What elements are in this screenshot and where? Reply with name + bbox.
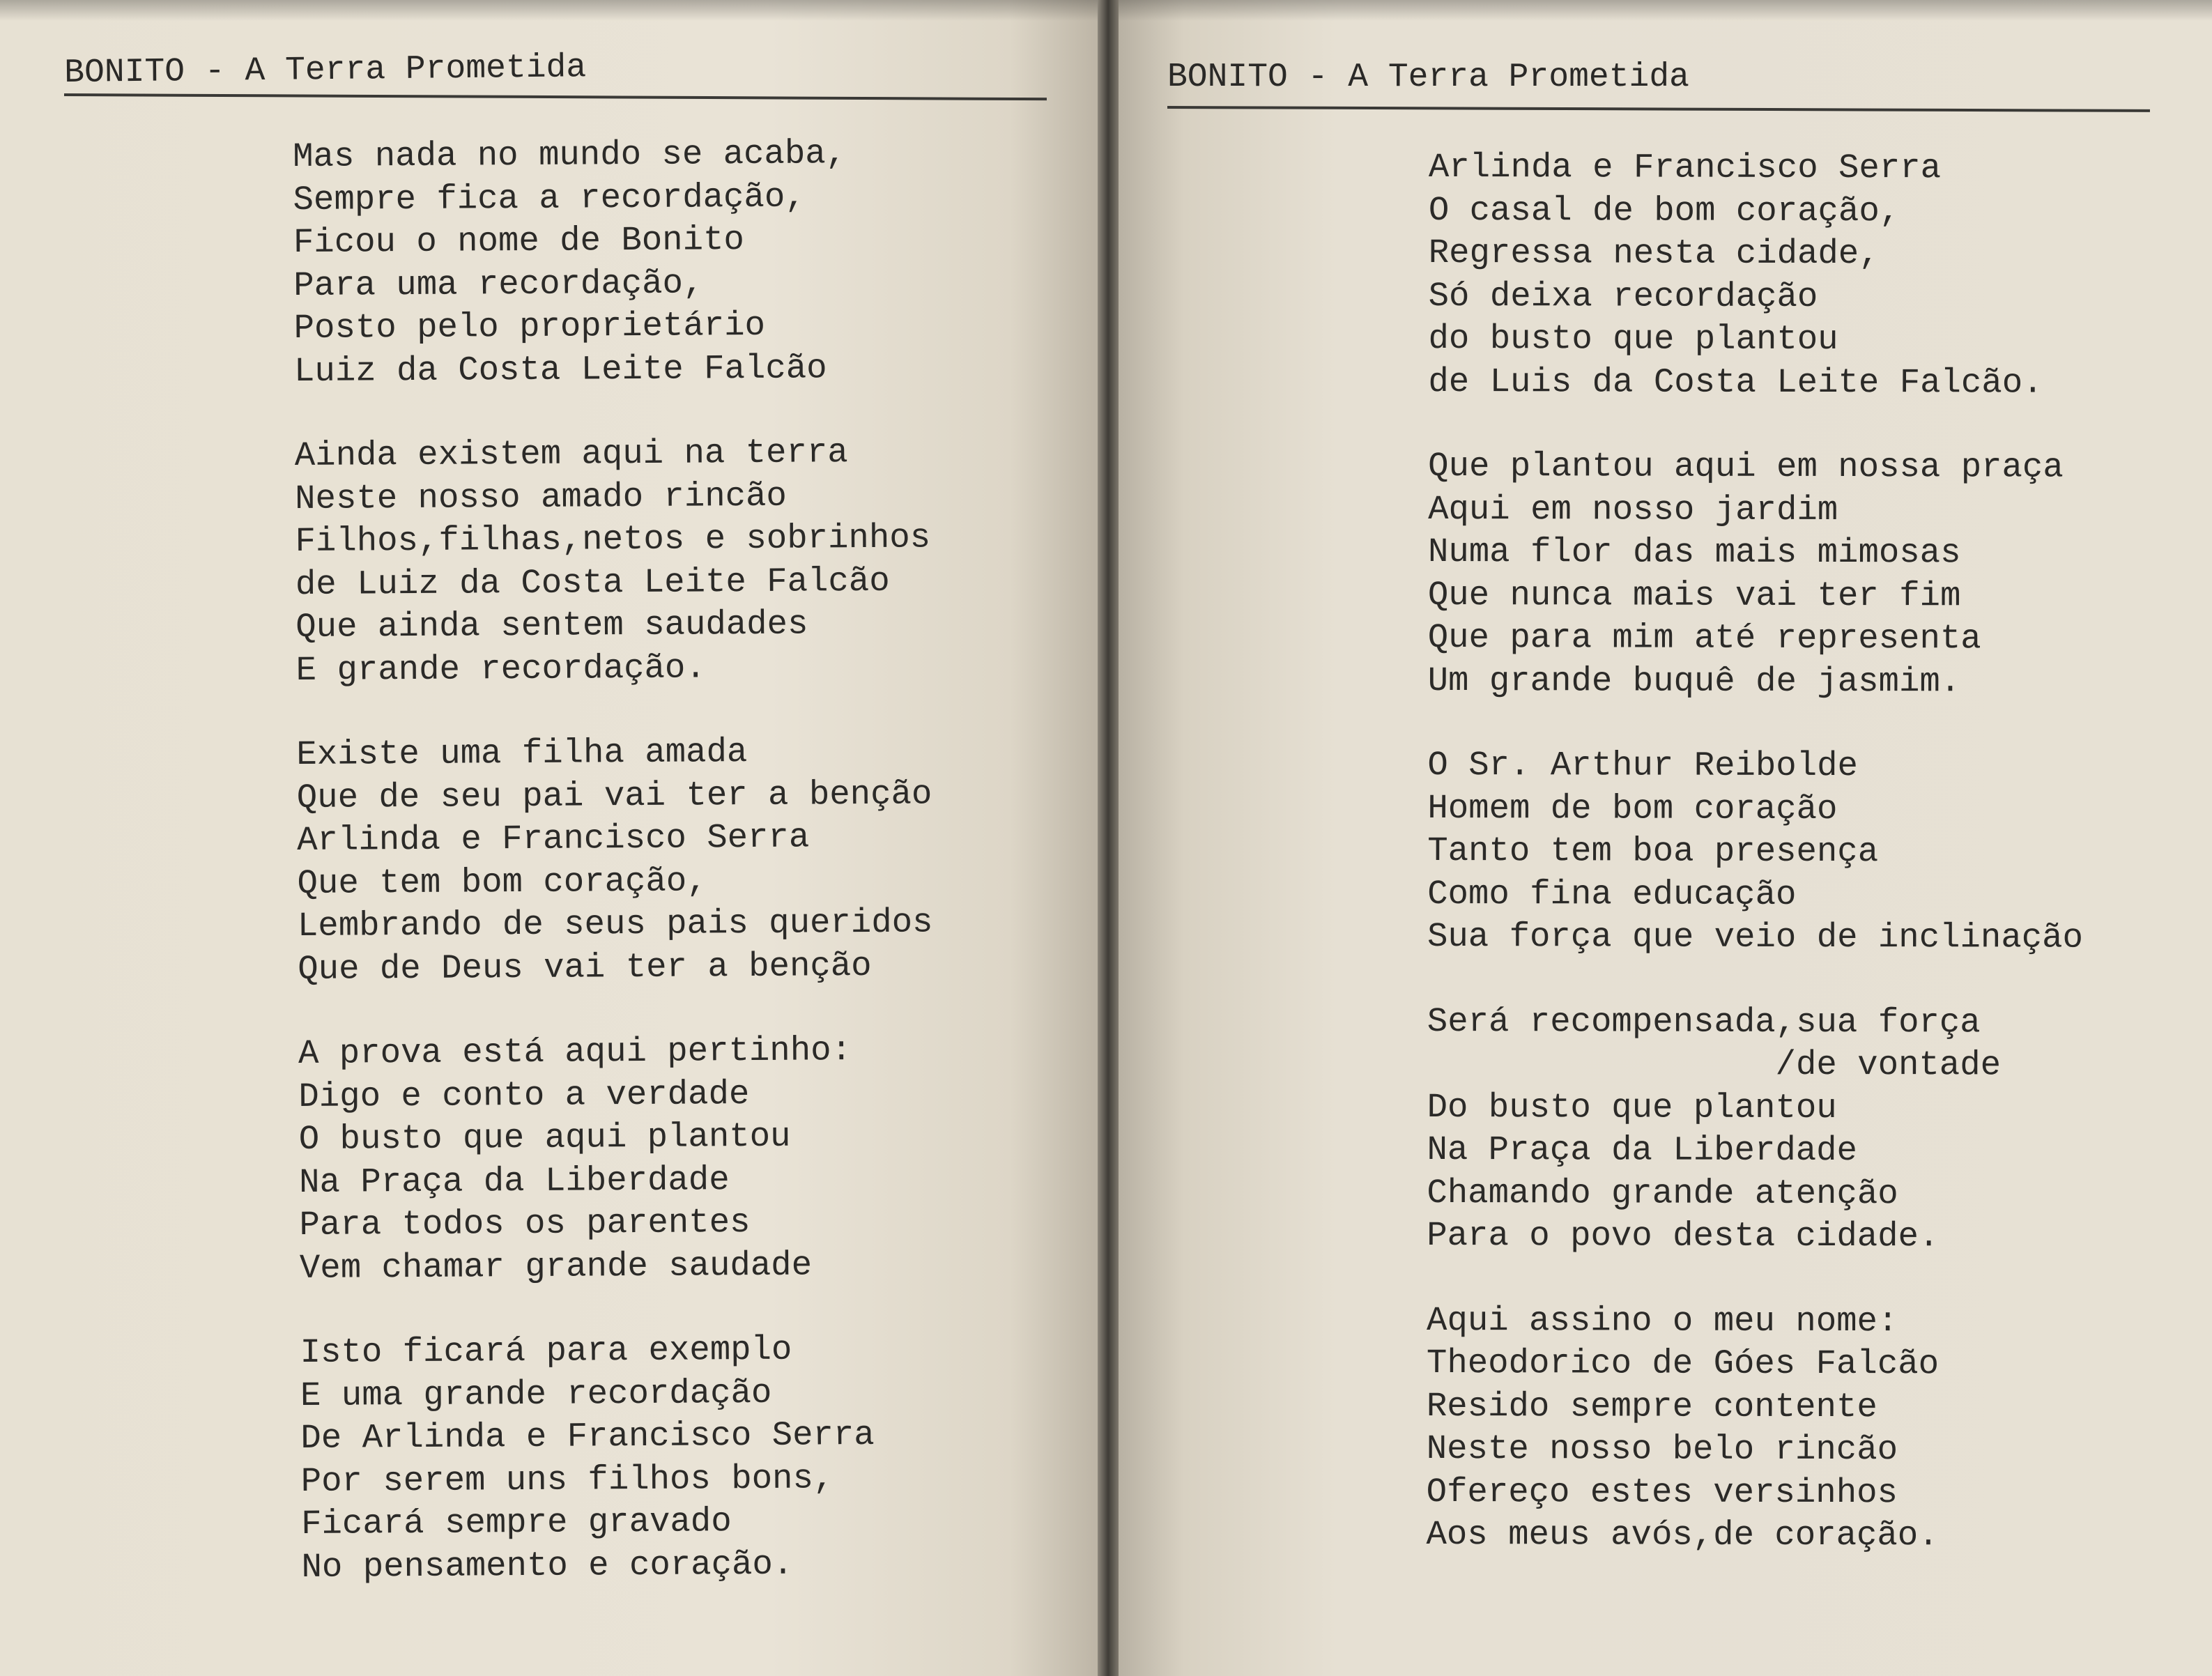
- verse-line: E grande recordação.: [295, 647, 706, 690]
- verse-line: Lembrando de seus pais queridos: [297, 902, 933, 946]
- verse-line: Aos meus avós,de coração.: [1426, 1514, 1939, 1555]
- verse-line: Regressa nesta cidade,: [1428, 233, 1880, 274]
- verse-line: Digo e conto a verdade: [298, 1074, 750, 1116]
- page-top-shadow: [0, 0, 1098, 21]
- stanza: [1427, 1000, 2083, 1259]
- stanza: [1428, 146, 2084, 405]
- verse-line: Neste nosso belo rincão: [1426, 1429, 1898, 1470]
- verse-line: Que para mim até representa: [1427, 617, 1981, 659]
- page-top-shadow: [1119, 0, 2212, 21]
- stanza: [1426, 1299, 2082, 1558]
- verse-line: Resido sempre contente: [1426, 1386, 1877, 1427]
- verse-line: Para o povo desta cidade.: [1427, 1215, 1940, 1256]
- verse-line: E uma grande recordação: [300, 1373, 772, 1415]
- stanza: [296, 730, 933, 991]
- verse-line: Existe uma filha amada: [296, 732, 748, 774]
- verse-line: O Sr. Arthur Reibolde: [1427, 745, 1859, 786]
- verse-line: Que plantou aqui em nossa praça: [1428, 446, 2064, 487]
- verse-line: Na Praça da Liberdade: [1427, 1130, 1858, 1171]
- verse-line: Neste nosso amado rincão: [295, 476, 788, 518]
- stanza: [300, 1328, 937, 1589]
- verse-line: Luiz da Costa Leite Falcão: [293, 348, 827, 391]
- stanza: [1428, 445, 2084, 704]
- header-rule-right: [1167, 106, 2150, 112]
- verse-line: Só deixa recordação: [1428, 276, 1818, 316]
- verse-line: Na Praça da Liberdade: [299, 1160, 730, 1202]
- verse-line: Homem de bom coração: [1427, 788, 1838, 829]
- verse-line: do busto que plantou: [1428, 318, 1838, 360]
- verse-line: Para todos os parentes: [299, 1203, 751, 1245]
- verse-line: Filhos,filhas,netos e sobrinhos: [295, 518, 931, 561]
- verse-line: Que de seu pai vai ter a benção: [296, 774, 932, 817]
- verse-line: Para uma recordação,: [293, 263, 704, 305]
- verse-line: A prova está aqui pertinho:: [298, 1031, 852, 1073]
- verse-line: No pensamento e coração.: [301, 1544, 794, 1587]
- verse-line: Sua força que veio de inclinação: [1427, 916, 2084, 958]
- verse-line: Que tem bom coração,: [297, 861, 707, 903]
- left-page: [0, 0, 1098, 1676]
- verse-line: Que nunca mais vai ter fim: [1427, 575, 1961, 615]
- header-rule-left: [64, 93, 1047, 100]
- verse-line: O busto que aqui plantou: [298, 1116, 791, 1159]
- verse-line: Numa flor das mais mimosas: [1427, 532, 1961, 573]
- verse-line: de Luis da Costa Leite Falcão.: [1428, 362, 2043, 403]
- verse-line: Um grande buquê de jasmim.: [1427, 661, 1961, 701]
- verse-line: Que ainda sentem saudades: [295, 604, 808, 647]
- verse-line: Ficou o nome de Bonito: [293, 220, 744, 262]
- verse-line: Por serem uns filhos bons,: [300, 1458, 834, 1501]
- stanza: [298, 1029, 935, 1290]
- verse-line: Mas nada no mundo se acaba,: [293, 134, 847, 176]
- verse-line: Posto pelo proprietário: [293, 305, 766, 348]
- verse-line: de Luiz da Costa Leite Falcão: [295, 561, 890, 604]
- right-page: [1119, 0, 2212, 1676]
- verse-line: Será recompensada,sua força: [1427, 1001, 1981, 1042]
- running-head-right: BONITO - A Terra Prometida: [1167, 59, 1689, 96]
- poem-left: [293, 132, 937, 1631]
- verse-line: Ficará sempre gravado: [300, 1502, 732, 1544]
- verse-line: Isto ficará para exemplo: [300, 1330, 792, 1372]
- verse-line: Tanto tem boa presença: [1427, 831, 1879, 872]
- verse-line: Aqui assino o meu nome:: [1427, 1300, 1898, 1341]
- verse-line: Ainda existem aqui na terra: [294, 433, 848, 475]
- verse-line: Theodorico de Góes Falcão: [1426, 1343, 1940, 1384]
- stanza: [293, 132, 930, 393]
- verse-line: Que de Deus vai ter a benção: [298, 946, 872, 989]
- verse-line: Arlinda e Francisco Serra: [297, 817, 810, 860]
- verse-line: Como fina educação: [1427, 874, 1797, 914]
- verse-line: Sempre fica a recordação,: [293, 177, 806, 220]
- running-head-left: BONITO - A Terra Prometida: [64, 49, 587, 92]
- stanza: [1427, 744, 2083, 960]
- verse-line: Do busto que plantou: [1427, 1087, 1837, 1128]
- verse-line: O casal de bom coração,: [1428, 190, 1900, 231]
- verse-line: Arlinda e Francisco Serra: [1428, 148, 1942, 188]
- stanza: [295, 431, 932, 692]
- verse-line: /de vontade: [1427, 1044, 2002, 1085]
- verse-line: Chamando grande atenção: [1427, 1173, 1898, 1213]
- verse-line: Aqui em nosso jardim: [1428, 489, 1838, 530]
- verse-line: Ofereço estes versinhos: [1426, 1472, 1898, 1512]
- verse-line: Vem chamar grande saudade: [299, 1245, 813, 1288]
- verse-line: De Arlinda e Francisco Serra: [300, 1415, 875, 1458]
- book-gutter: [1098, 0, 1119, 1676]
- poem-right: [1426, 146, 2084, 1599]
